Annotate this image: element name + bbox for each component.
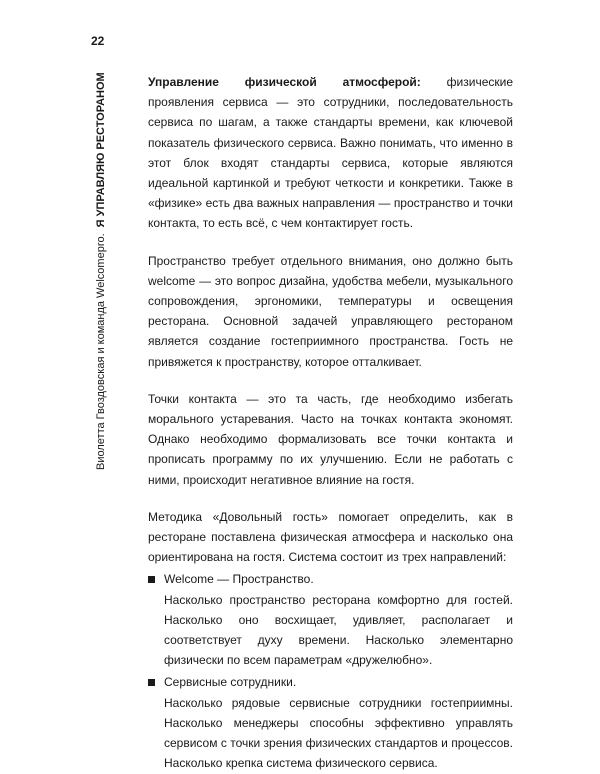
paragraph-physical-atmosphere: [148, 72, 513, 234]
page-body: [148, 72, 513, 774]
header-book-title: Я УПРАВЛЯЮ РЕСТОРАНОМ: [95, 72, 107, 228]
list-item-title: Сервисные сотрудники.: [164, 675, 297, 690]
paragraph-space: Пространство требует отдельного внимания, оно должно быть welcome — это вопрос дизайна, удобства мебели, музыкального сопровождения, эргономики, температуры и освещения ресторана. Основной задачей управляющего рестораном является создание гостеприимного пространства. Гость не привяжется к пространству, которое отталкивает.: [148, 253, 513, 369]
list-item-text: Насколько пространство ресторана комфортно для гостей. Насколько оно восхищает, удивляет, располагает и соответствует духу времени. Насколько элементарно физически по всем параметрам «дружелюбно».: [164, 592, 513, 668]
list-item: [148, 569, 513, 670]
running-header: [90, 70, 112, 470]
page-number: 22: [91, 34, 105, 48]
header-author: Виолетта Гвоздовская и команда Welcomepro.: [95, 233, 107, 470]
paragraph-method: Методика «Довольный гость» помогает определить, как в ресторане поставлена физическая атмосфера и насколько она ориентирована на гостя. Система состоит из трех направлений:: [148, 509, 513, 565]
paragraph-lead-text: физические проявления сервиса — это сотрудники, последовательность сервиса по шагам, а также стандарты времени, как ключевой показатель физического сервиса. Важно понимать, что именно в этот блок входят стандарты сервиса, которые являются идеальной картинкой и требуют четкости и конкретики. Также в «физике» есть два важных направления — пространство и точки контакта, то есть всё, с чем контактирует гость.: [148, 75, 513, 231]
paragraph-contact-points: Точки контакта — это та часть, где необходимо избегать морального устаревания. Часто на точках контакта экономят. Однако необходимо формализовать все точки контакта и прописать программу по их улучшению. Если не работать с ними, происходит негативное влияние на гостя.: [148, 391, 513, 487]
paragraph-lead-bold: Управление физической атмосферой:: [148, 75, 421, 89]
directions-list: [148, 569, 513, 773]
list-item-text: Насколько рядовые сервисные сотрудники гостеприимны. Насколько менеджеры способны эффективно управлять сервисом с точки зрения физических стандартов и процессов. Насколько крепка система физического сервиса.: [164, 695, 513, 771]
list-item: [148, 672, 513, 773]
list-item-title: Welcome — Пространство.: [164, 572, 314, 587]
